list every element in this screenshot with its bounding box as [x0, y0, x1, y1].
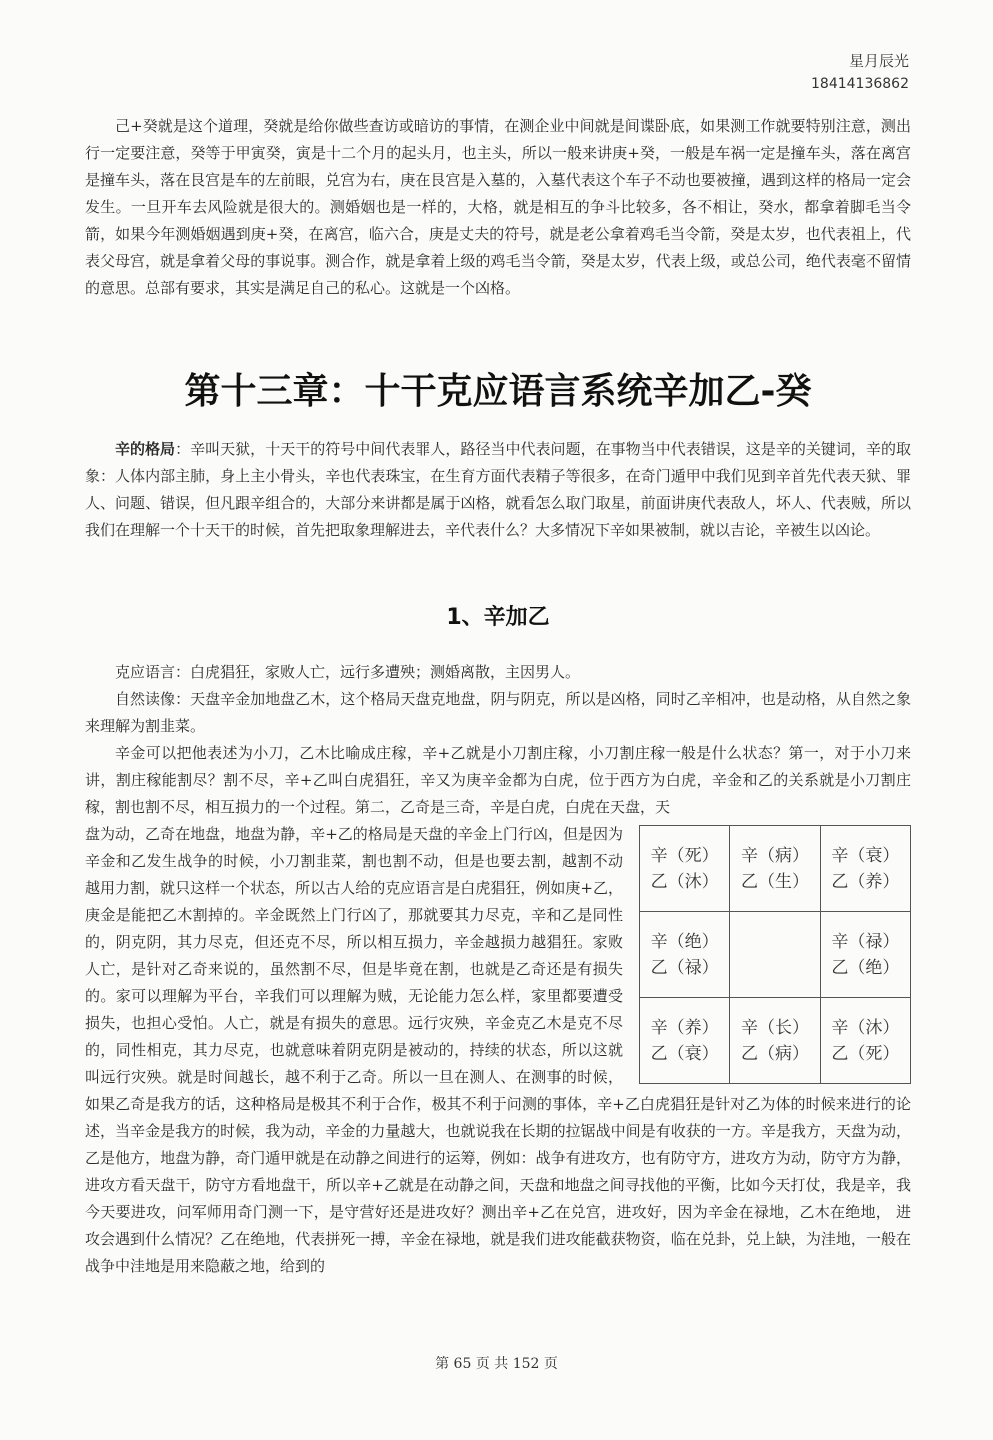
body-paragraph-1: 辛金可以把他表述为小刀，乙木比喻成庄稼，辛+乙就是小刀割庄稼，小刀割庄稼一般是什么状态？第一，对于小刀来讲，割庄稼能割尽？割不尽，辛+乙叫白虎猖狂，辛又为庚辛金都为白虎，位于西方为白虎，辛金和乙的关系就是小刀割庄稼，割也割不尽，相互损力的一个过程。第二，乙奇是三奇，辛是白虎，白虎在天盘，天 — [85, 744, 911, 816]
page-footer: 第 65 页 共 152 页 — [435, 1356, 558, 1372]
ziran-paragraph: 自然读像：天盘辛金加地盘乙木，这个格局天盘克地盘，阴与阴克，所以是凶格，同时乙辛相冲，也是动格，从自然之象来理解为割韭菜。 — [85, 690, 911, 735]
page-header — [811, 50, 909, 96]
intro-paragraph: 己+癸就是这个道理，癸就是给你做些查访或暗访的事情，在测企业中间就是间谍卧底，如果测工作就要特别注意，测出行一定要注意，癸等于甲寅癸，寅是十二个月的起头月，也主头，所以一般来讲庚+癸，一般是车祸一定是撞车头，落在离宫是撞车头，落在艮宫是车的左前眼，兑宫为右，庚在艮宫是入墓的，入墓代表这个车子不动也要被撞，遇到这样的格局一定会发生。一旦开车去风险就是很大的。测婚姻也是一样的，大格，就是相互的争斗比较多，各不相让，癸水，都拿着脚毛当令箭，如果今年测婚姻遇到庚+癸，在离宫，临六合，庚是丈夫的符号，就是老公拿着鸡毛当令箭，癸是太岁，也代表祖上，代表父母宫，就是拿着父母的事说事。测合作，就是拿着上级的鸡毛当令箭，癸是太岁，代表上级，或总公司，绝代表毫不留情的意思。总部有要求，其实是满足自己的私心。这就是一个凶格。 — [85, 117, 911, 297]
grid-cell: 辛（死） 乙（沐） — [640, 826, 730, 912]
author-name: 星月辰光 — [848, 52, 909, 70]
xin-section-label: 辛的格局 — [115, 440, 176, 458]
body-paragraph-2: 盘为动，乙奇在地盘，地盘为静，辛+乙的格局是天盘的辛金上门行凶，但是因为辛金和乙发生战争的时候，小刀割韭菜，割也割不动，但是也要去割，越割不动越用力割，就只这样一个状态，所以古人给的克应语言是白虎猖狂，例如庚+乙，庚金是能把乙木割掉的。辛金既然上门行凶了，那就要其力尽克，辛和乙是同性的，阴克阴，其力尽克，但还克不尽，所以相互损力，辛金越损力越猖狂。家败人亡，是针对乙奇来说的，虽然割不尽，但是毕竟在割，也就是乙奇还是有损失的。家可以理解为平台，辛我们可以理解为贼，无论能力怎么样，家里都要遭受损失，也担心受怕。人亡，就是有损失的意思。远行灾殃，辛金克乙木是克不尽的，同性相克，其力尽克，也就意味着阴克阴是被动的，持续的状态，所以这就叫远行灾殃。就是时间越长，越不利于乙奇。所以一旦在测人、在测事的时候，如果乙奇是我方的话，这种格局是极其不利于合作，极其不利于问测的事体，辛+乙白虎猖狂是针对乙为体的时候来进行的论述，当辛金是我方的时候，我为动，辛金的力量越大，也就说我在长期的拉锯战中间是有收获的一方。辛是我方，天盘为动，乙是他方，地盘为静，奇门遁甲就是在动静之间进行的运筹，例如：战争有进攻方，也有防守方，进攻方为动，防守方为静，进攻方看天盘干，防守方看地盘干，所以辛+乙就是在动静之间，天盘和地盘之间寻找他的平衡，比如今天打仗，我是辛，我今天要进攻，问军师用奇门测一下，是守营好还是进攻好？测出辛+乙在兑宫，进攻好，因为辛金在禄地，乙木在绝地， 进攻会遇到什么情况？乙在绝地，代表拼死一搏，辛金在禄地，就是我们进攻能截获物资，临在兑卦，兑上缺，为洼地，一般在战争中洼地是用来隐蔽之地，给到的 — [85, 825, 911, 1275]
phone-number: 18414136862 — [811, 76, 909, 92]
grid-cell: 辛（衰） 乙（养） — [820, 826, 910, 912]
grid-cell-center — [730, 912, 820, 998]
section-body — [85, 659, 911, 1280]
xin-section-text: ：辛叫天狱，十天干的符号中间代表罪人，路径当中代表问题，在事物当中代表错误，这是辛的关键词，辛的取象：人体内部主肺，身上主小骨头，辛也代表珠宝，在生育方面代表精子等很多，在奇门遁甲中我们见到辛首先代表天狱、罪人、问题、错误，但凡跟辛组合的，大部分来讲都是属于凶格，就看怎么取门取星，前面讲庚代表敌人，坏人、代表贼，所以我们在理解一个十天干的时候，首先把取象理解进去，辛代表什么？大多情况下辛如果被制，就以吉论，辛被生以凶论。 — [85, 440, 911, 539]
grid-cell: 辛（病） 乙（生） — [730, 826, 820, 912]
grid-row — [640, 998, 911, 1084]
xin-section-paragraph — [85, 436, 911, 544]
grid-row — [640, 912, 911, 998]
body-with-grid — [85, 821, 911, 1280]
grid-cell: 辛（养） 乙（衰） — [640, 998, 730, 1084]
chapter-title: 第十三章：十干克应语言系统辛加乙-癸 — [184, 371, 812, 412]
ke-ying-paragraph: 克应语言：白虎猖狂，家败人亡，远行多遭殃；测婚离散，主因男人。 — [115, 663, 581, 681]
grid-cell: 辛（禄） 乙（绝） — [820, 912, 910, 998]
grid-cell: 辛（长） 乙（病） — [730, 998, 820, 1084]
nine-palace-grid — [639, 825, 911, 1084]
grid-cell: 辛（沐） 乙（死） — [820, 998, 910, 1084]
grid-cell: 辛（绝） 乙（禄） — [640, 912, 730, 998]
grid-row — [640, 826, 911, 912]
section-title: 1、辛加乙 — [446, 605, 550, 630]
